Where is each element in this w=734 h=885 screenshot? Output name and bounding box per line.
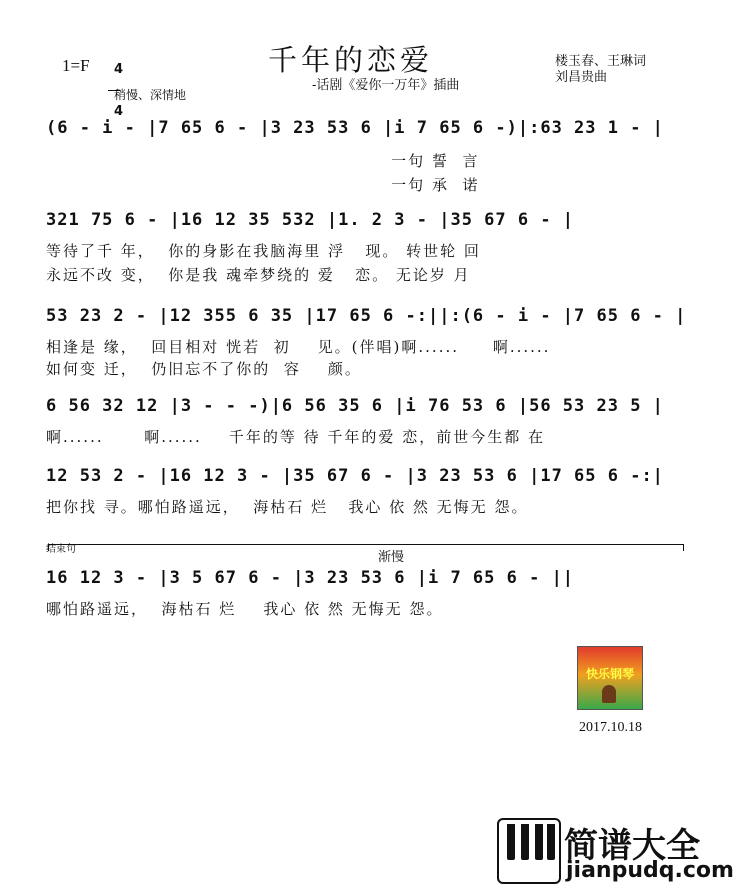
notes-line: 53 23 2 - |12 355 6 35 |17 65 6 -:||:(6 - i - |7 65 6 - | <box>46 306 687 326</box>
logo-text: 快乐钢琴 <box>585 667 634 681</box>
tempo-marking: 稍慢、深情地 <box>114 88 187 102</box>
time-denominator: 4 <box>114 104 124 119</box>
ritardando-marking: 渐慢 <box>378 550 405 565</box>
lyric-verse-2: 如何变 迁， 仍旧忘不了你的 容 颜。 <box>46 360 362 378</box>
lyric-verse-1: 等待了千 年， 你的身影在我脑海里 浮 现。 转世轮 回 <box>46 242 481 260</box>
piano-keys-icon <box>497 818 561 884</box>
piano-logo-image <box>577 646 643 710</box>
site-url[interactable]: jianpudq.com <box>566 858 734 883</box>
lyricist-credit: 楼玉春、王琳词 <box>555 54 647 69</box>
site-name: 简谱大全 <box>564 826 700 866</box>
notes-line: 321 75 6 - |16 12 35 532 |1. 2 3 - |35 67 6 - | <box>46 210 575 230</box>
lyric-verse-1: 一句 誓 言 <box>46 152 480 170</box>
time-signature <box>104 50 124 118</box>
ending-bracket <box>48 544 684 551</box>
composer-credit: 刘昌贵曲 <box>555 70 608 85</box>
notes-line: 16 12 3 - |3 5 67 6 - |3 23 53 6 |i 7 65 6 - || <box>46 568 575 588</box>
lyric-verse-1: 把你找 寻。哪怕路遥远， 海枯石 烂 我心 依 然 无悔无 怨。 <box>46 498 529 516</box>
lyric-verse-2: 永远不改 变， 你是我 魂牵梦绕的 爱 恋。 无论岁 月 <box>46 266 471 284</box>
publish-date: 2017.10.18 <box>579 720 642 735</box>
notes-line: (6 - i - |7 65 6 - |3 23 53 6 |i 7 65 6 -)|:63 23 1 - | <box>46 118 664 138</box>
key-signature: 1=F <box>62 56 90 75</box>
notes-line: 6 56 32 12 |3 - - -)|6 56 35 6 |i 76 53 6 |56 53 23 5 | <box>46 396 664 416</box>
time-numerator: 4 <box>114 62 124 77</box>
lyric-verse-1: 哪怕路遥远， 海枯石 烂 我心 依 然 无悔无 怨。 <box>46 600 444 618</box>
notes-line: 12 53 2 - |16 12 3 - |35 67 6 - |3 23 53 6 |17 65 6 -:| <box>46 466 664 486</box>
song-title: 千年的恋爱 <box>268 43 434 77</box>
lyric-verse-2: 一句 承 诺 <box>46 176 480 194</box>
song-subtitle: -话剧《爱你一万年》插曲 <box>312 78 460 93</box>
lyric-verse-1: 相逢是 缘， 回目相对 恍若 初 见。(伴唱)啊...... 啊...... <box>46 338 551 356</box>
lyric-verse-1: 啊...... 啊...... 千年的等 待 千年的爱 恋，前世今生都 在 <box>46 428 545 446</box>
ending-label: 结束句 <box>46 544 76 555</box>
child-figure-icon <box>602 685 616 703</box>
